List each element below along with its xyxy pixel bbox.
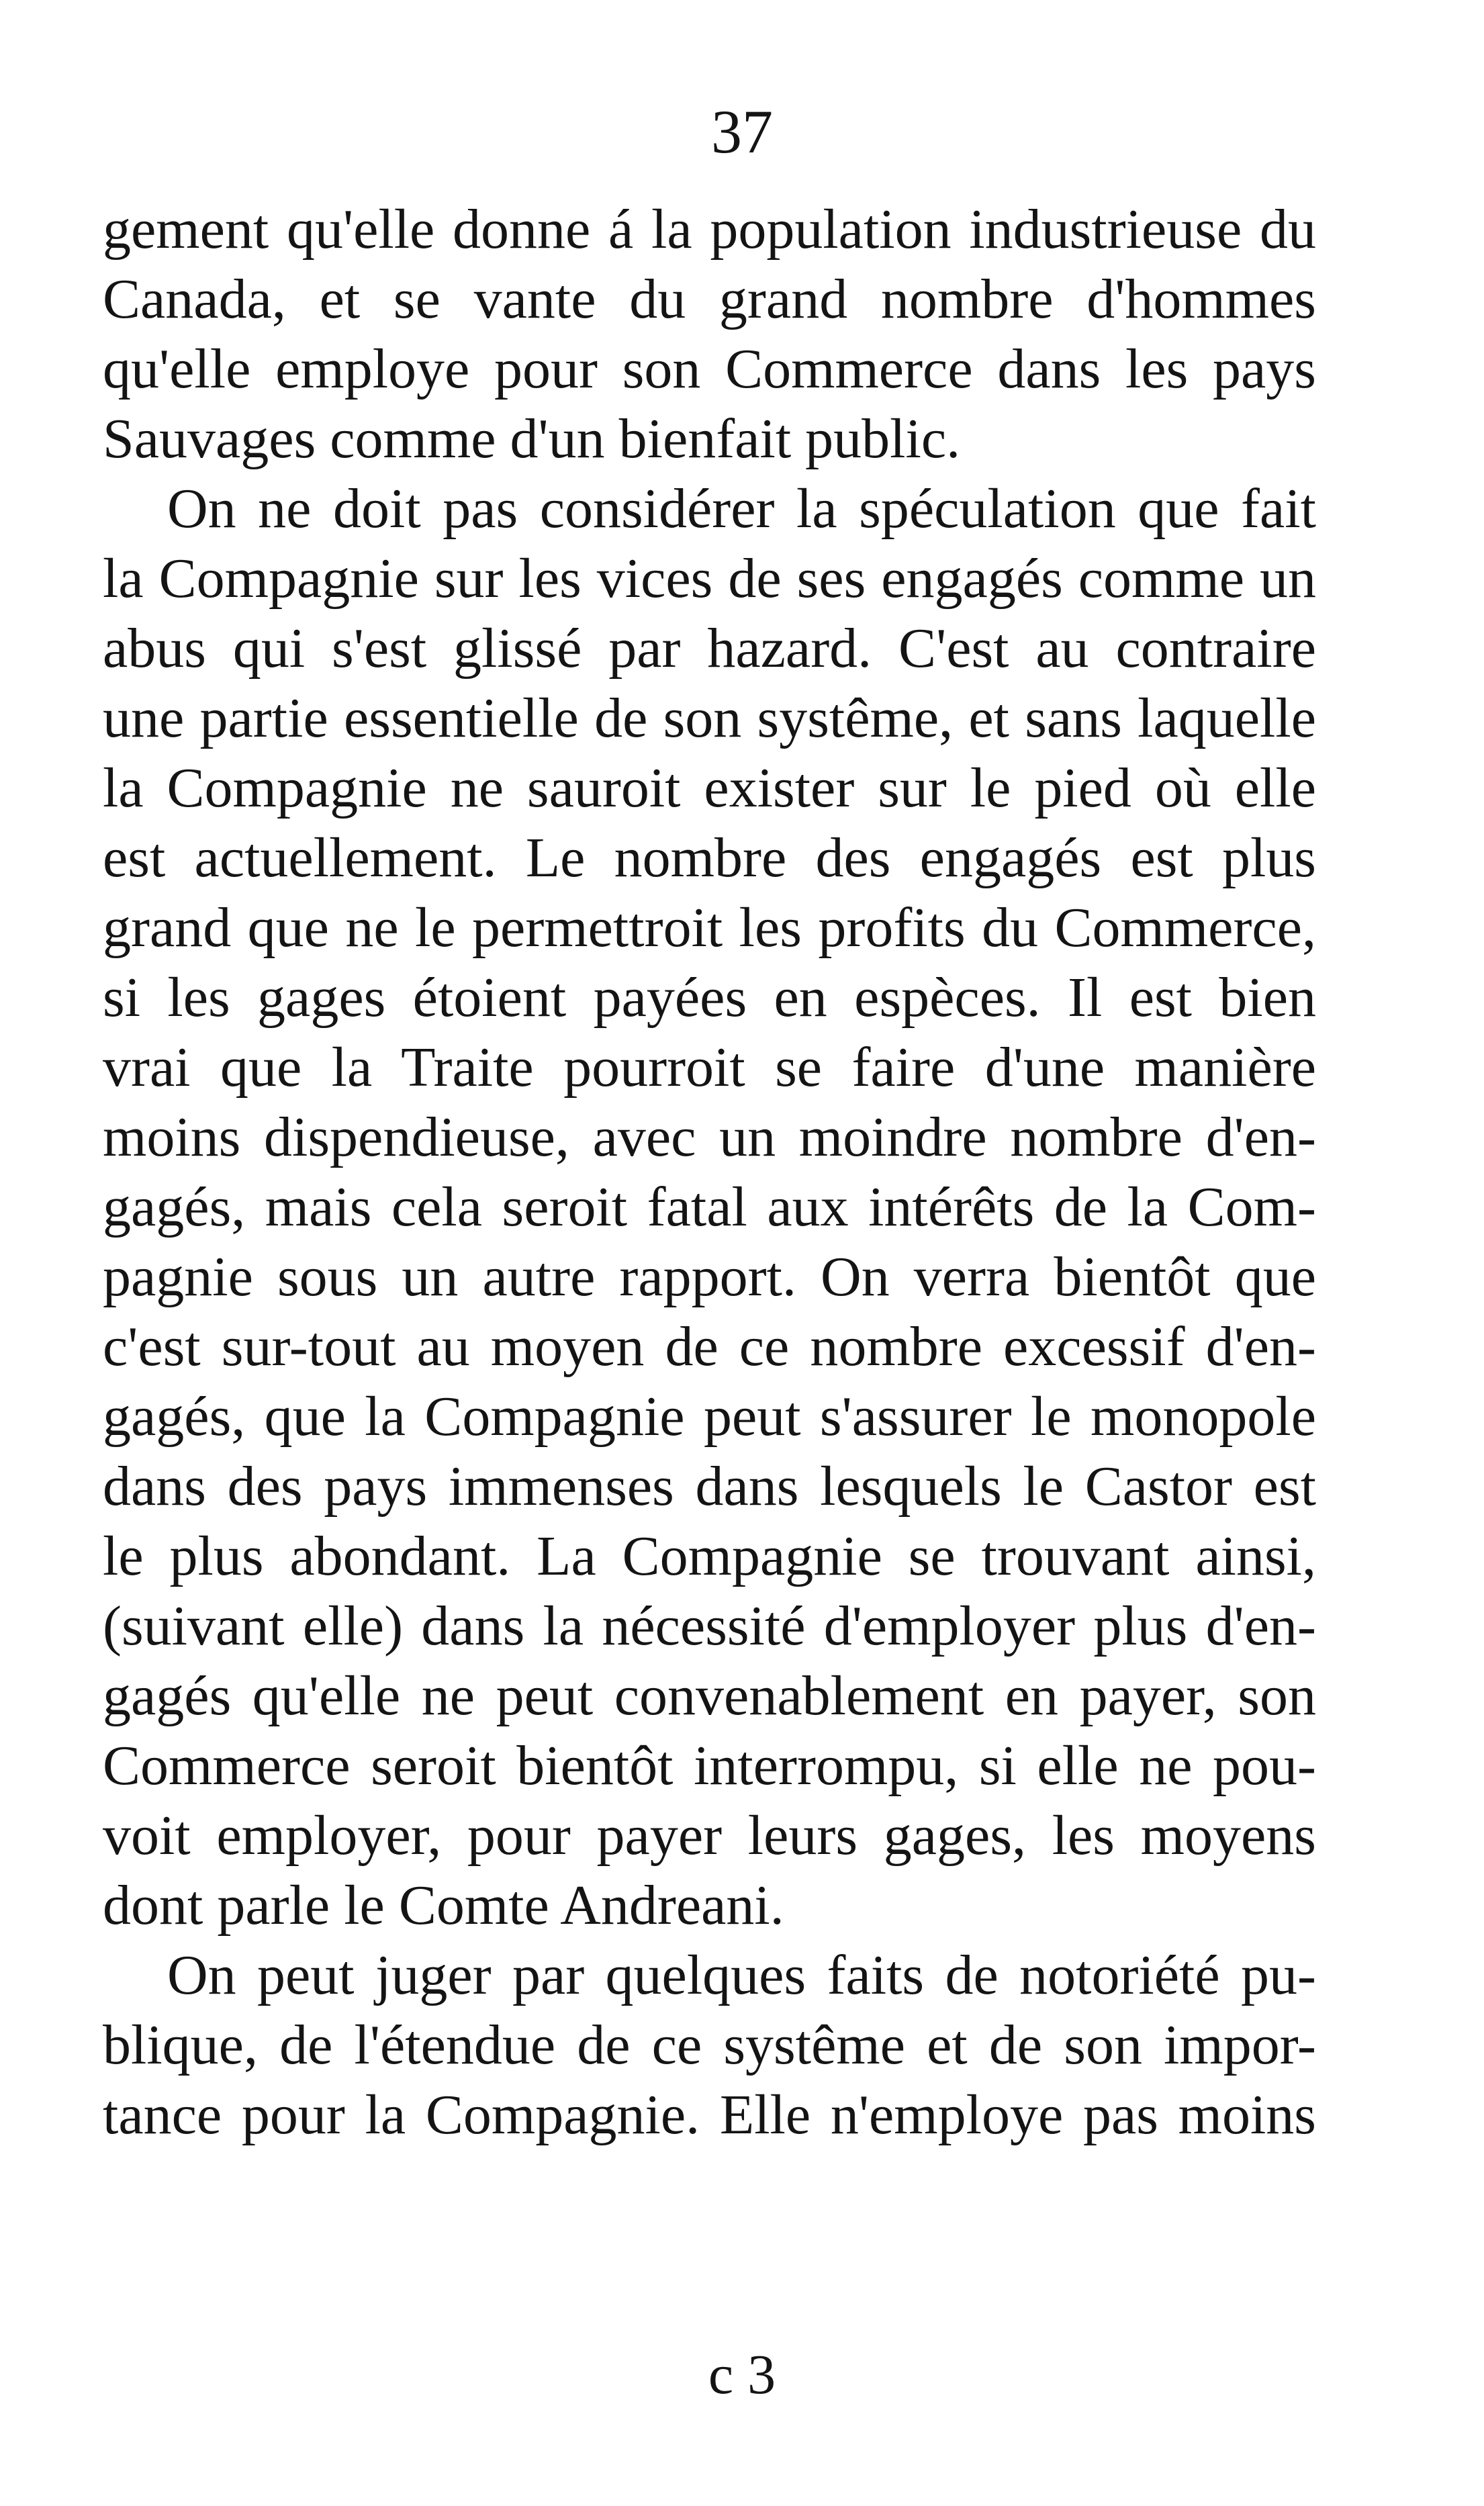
text-line: le plus abondant. La Compagnie se trouvant ainsi,: [103, 1525, 1316, 1587]
text-line: grand que ne le permettroit les profits du Commerce,: [103, 896, 1316, 959]
text-line: blique, de l'étendue de ce systême et de son impor-: [103, 2014, 1316, 2076]
text-line: moins dispendieuse, avec un moindre nombre d'en-: [103, 1106, 1316, 1168]
text-line: Sauvages comme d'un bienfait public.: [103, 408, 961, 470]
text-line: gagés, mais cela seroit fatal aux intérêts de la Com-: [103, 1176, 1316, 1238]
text-line: (suivant elle) dans la nécessité d'employer plus d'en-: [103, 1595, 1316, 1657]
text-line: dans des pays immenses dans lesquels le Castor est: [103, 1455, 1316, 1518]
text-line: Commerce seroit bientôt interrompu, si elle ne pou-: [103, 1734, 1316, 1797]
text-line: abus qui s'est glissé par hazard. C'est au contraire: [103, 617, 1316, 680]
signature-mark: c 3: [708, 2343, 776, 2406]
text-line: une partie essentielle de son systême, et sans laquelle: [103, 687, 1316, 749]
body-text: [103, 195, 1316, 2150]
text-line: la Compagnie ne sauroit exister sur le pied où elle: [103, 757, 1316, 819]
text-line: vrai que la Traite pourroit se faire d'une manière: [103, 1036, 1316, 1099]
text-line: si les gages étoient payées en espèces. Il est bien: [103, 966, 1316, 1029]
text-line: voit employer, pour payer leurs gages, les moyens: [103, 1804, 1316, 1867]
text-line: c'est sur-tout au moyen de ce nombre excessif d'en-: [103, 1315, 1316, 1378]
text-line: dont parle le Comte Andreani.: [103, 1874, 784, 1937]
text-line: gagés qu'elle ne peut convenablement en payer, son: [103, 1665, 1316, 1727]
text-line: pagnie sous un autre rapport. On verra bientôt que: [103, 1246, 1316, 1308]
page-number: 37: [711, 97, 773, 166]
text-line: gement qu'elle donne á la population industrieuse du: [103, 198, 1316, 261]
text-line: Canada, et se vante du grand nombre d'hommes: [103, 268, 1316, 330]
text-line: gagés, que la Compagnie peut s'assurer le monopole: [103, 1385, 1316, 1448]
text-line: tance pour la Compagnie. Elle n'employe pas moins: [103, 2084, 1316, 2146]
text-line: qu'elle employe pour son Commerce dans les pays: [103, 338, 1316, 400]
text-line: est actuellement. Le nombre des engagés est plus: [103, 827, 1316, 889]
text-line: On ne doit pas considérer la spéculation que fait: [167, 477, 1316, 540]
text-line: la Compagnie sur les vices de ses engagés comme un: [103, 547, 1316, 610]
text-line: On peut juger par quelques faits de notoriété pu-: [167, 1944, 1316, 2006]
